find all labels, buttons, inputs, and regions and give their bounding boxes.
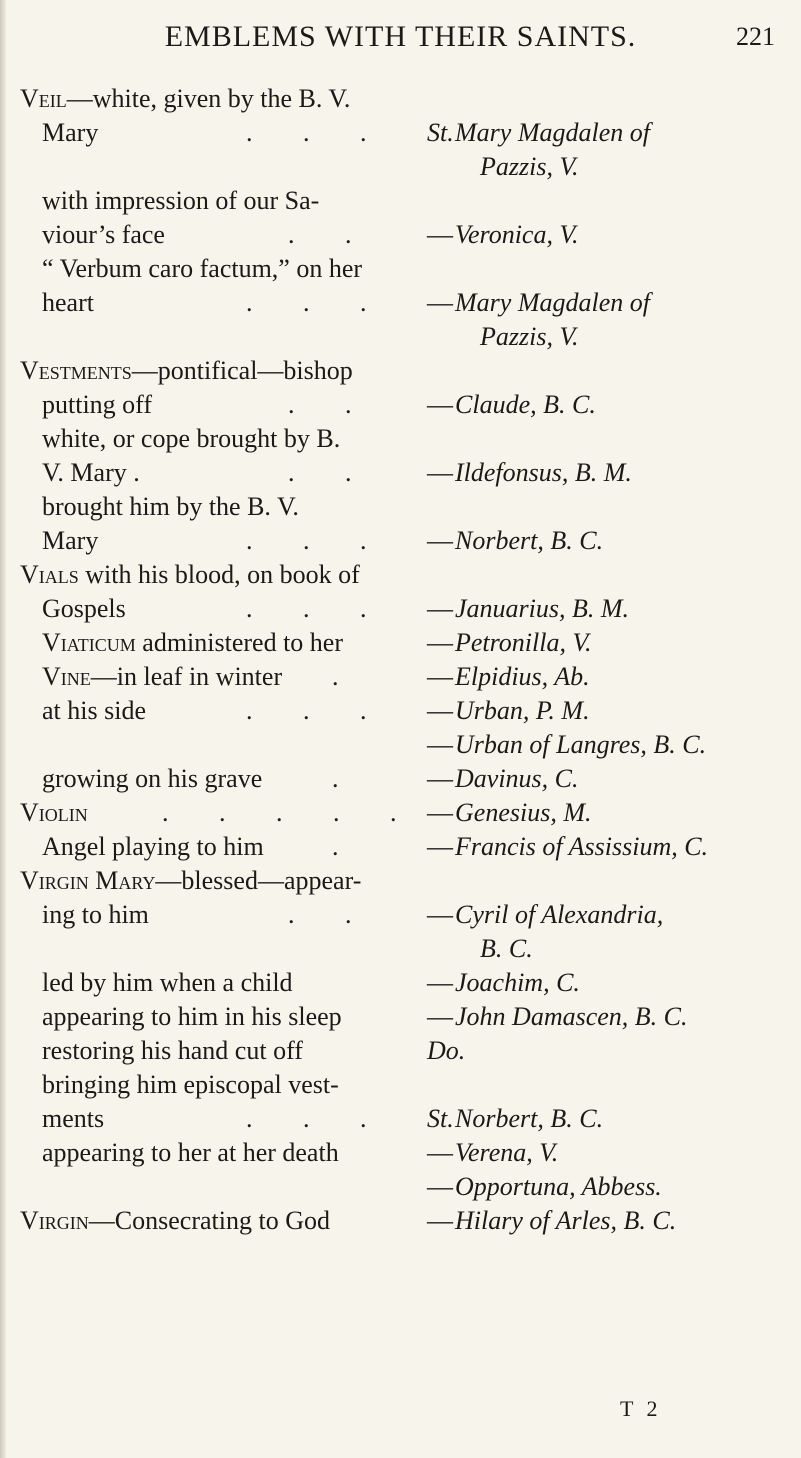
saint-name: Urban of Langres, B. C. <box>455 730 707 759</box>
leader-dots: . . <box>288 390 374 419</box>
entry-emblem-text: ments <box>42 1104 105 1133</box>
entry-row <box>0 694 801 728</box>
saint-name-continued: Pazzis, V. <box>480 152 579 181</box>
saint-prefix: St. <box>427 118 454 147</box>
leader-dots: . . . . . <box>162 798 419 827</box>
leader-dots: . . . <box>246 696 389 725</box>
saint-prefix: Do. <box>427 1036 466 1065</box>
entry-row <box>0 592 801 626</box>
saint-name: Hilary of Arles, B. C. <box>455 1206 677 1235</box>
entry-emblem-text: with impression of our Sa- <box>42 186 320 215</box>
entry-row <box>0 286 801 320</box>
saint-name: Urban, P. M. <box>455 696 590 725</box>
leader-dots: . . <box>288 458 374 487</box>
saint-prefix: — <box>427 832 453 861</box>
entry-row <box>0 184 801 218</box>
entry-row <box>0 728 801 762</box>
entry-emblem-text: Veil—white, given by the B. V. <box>20 84 351 113</box>
entry-row <box>0 864 801 898</box>
saint-name: Genesius, M. <box>455 798 592 827</box>
saint-prefix: — <box>427 900 453 929</box>
entry-emblem-text: Vials with his blood, on book of <box>20 560 360 589</box>
saint-name: Verena, V. <box>455 1138 559 1167</box>
saint-prefix: — <box>427 526 453 555</box>
saint-name: Ildefonsus, B. M. <box>455 458 632 487</box>
entry-emblem-text: Mary <box>42 526 99 555</box>
entry-row <box>0 320 801 354</box>
entry-row <box>0 1102 801 1136</box>
entry-emblem-text: growing on his grave <box>42 764 263 793</box>
entry-row <box>0 354 801 388</box>
leader-dots: . . . <box>246 288 389 317</box>
leader-dots: . <box>332 764 361 793</box>
leader-dots: . . . <box>246 526 389 555</box>
entry-row <box>0 898 801 932</box>
entry-emblem-text: viour’s face <box>42 220 165 249</box>
saint-name-continued: B. C. <box>480 934 533 963</box>
saint-prefix: — <box>427 1002 453 1031</box>
saint-name: John Damascen, B. C. <box>455 1002 688 1031</box>
saint-name: Norbert, B. C. <box>455 1104 604 1133</box>
page-number: 221 <box>736 22 775 51</box>
saint-name: Mary Magdalen of <box>455 288 650 317</box>
entry-row <box>0 1034 801 1068</box>
entry-row <box>0 116 801 150</box>
entry-row <box>0 490 801 524</box>
saint-prefix: — <box>427 1172 453 1201</box>
running-head: EMBLEMS WITH THEIR SAINTS. <box>164 20 637 53</box>
saint-name: Mary Magdalen of <box>455 118 650 147</box>
entry-emblem-text: white, or cope brought by B. <box>42 424 341 453</box>
entry-row <box>0 796 801 830</box>
entry-row <box>0 1204 801 1238</box>
entry-emblem-text: brought him by the B. V. <box>42 492 299 521</box>
entry-emblem-text: Vine—in leaf in winter <box>42 662 283 691</box>
saint-prefix: — <box>427 1206 453 1235</box>
saint-name: Januarius, B. M. <box>455 594 630 623</box>
entry-emblem-text: heart <box>42 288 94 317</box>
entry-row <box>0 422 801 456</box>
entry-emblem-text: putting off <box>42 390 153 419</box>
entry-emblem-text: Violin <box>20 798 88 827</box>
entry-row <box>0 252 801 286</box>
entry-emblem-text: Viaticum administered to her <box>42 628 343 657</box>
entry-emblem-text: led by him when a child <box>42 968 293 997</box>
entry-emblem-text: Virgin Mary—blessed—appear- <box>20 866 362 895</box>
entry-row <box>0 82 801 116</box>
entry-row <box>0 150 801 184</box>
saint-name: Elpidius, Ab. <box>455 662 590 691</box>
entry-emblem-text: V. Mary . <box>42 458 140 487</box>
saint-prefix: — <box>427 628 453 657</box>
saint-prefix: — <box>427 798 453 827</box>
entry-emblem-text: Mary <box>42 118 99 147</box>
entry-row <box>0 524 801 558</box>
entry-row <box>0 558 801 592</box>
saint-name-continued: Pazzis, V. <box>480 322 579 351</box>
signature-mark: T 2 <box>620 1396 662 1421</box>
saint-name: Cyril of Alexandria, <box>455 900 664 929</box>
entry-emblem-text: Gospels <box>42 594 126 623</box>
saint-prefix: — <box>427 594 453 623</box>
saint-name: Claude, B. C. <box>455 390 596 419</box>
saint-name: Norbert, B. C. <box>455 526 604 555</box>
saint-prefix: — <box>427 220 453 249</box>
entry-emblem-text: Virgin—Consecrating to God <box>20 1206 330 1235</box>
saint-name: Veronica, V. <box>455 220 579 249</box>
leader-dots: . <box>332 662 361 691</box>
page-header <box>0 20 801 60</box>
emblem-entries <box>0 82 801 1238</box>
saint-name: Francis of Assissium, C. <box>455 832 709 861</box>
entry-emblem-text: at his side <box>42 696 146 725</box>
saint-prefix: — <box>427 764 453 793</box>
saint-prefix: — <box>427 288 453 317</box>
saint-prefix: St. <box>427 1104 454 1133</box>
saint-prefix: — <box>427 968 453 997</box>
leader-dots: . . <box>288 900 374 929</box>
entry-row <box>0 1170 801 1204</box>
entry-emblem-text: Vestments—pontifical—bishop <box>20 356 353 385</box>
entry-emblem-text: Angel playing to him <box>42 832 264 861</box>
saint-prefix: — <box>427 696 453 725</box>
saint-prefix: — <box>427 662 453 691</box>
saint-prefix: — <box>427 390 453 419</box>
leader-dots: . . <box>288 220 374 249</box>
saint-name: Joachim, C. <box>455 968 580 997</box>
entry-row <box>0 388 801 422</box>
saint-prefix: — <box>427 1138 453 1167</box>
entry-row <box>0 966 801 1000</box>
saint-prefix: — <box>427 458 453 487</box>
entry-emblem-text: restoring his hand cut off <box>42 1036 303 1065</box>
entry-row <box>0 218 801 252</box>
entry-emblem-text: “ Verbum caro factum,” on her <box>42 254 363 283</box>
entry-row <box>0 1068 801 1102</box>
leader-dots: . . . <box>246 594 389 623</box>
leader-dots: . . . <box>246 118 389 147</box>
entry-emblem-text: appearing to her at her death <box>42 1138 339 1167</box>
leader-dots: . . . <box>246 1104 389 1133</box>
entry-row <box>0 660 801 694</box>
entry-emblem-text: bringing him episcopal vest- <box>42 1070 339 1099</box>
saint-name: Davinus, C. <box>455 764 579 793</box>
saint-name: Petronilla, V. <box>455 628 592 657</box>
entry-row <box>0 626 801 660</box>
entry-row <box>0 1136 801 1170</box>
leader-dots: . <box>332 832 361 861</box>
entry-row <box>0 456 801 490</box>
saint-name: Opportuna, Abbess. <box>455 1172 662 1201</box>
entry-row <box>0 1000 801 1034</box>
entry-row <box>0 762 801 796</box>
entry-row <box>0 830 801 864</box>
entry-emblem-text: ing to him <box>42 900 149 929</box>
entry-emblem-text: appearing to him in his sleep <box>42 1002 342 1031</box>
saint-prefix: — <box>427 730 453 759</box>
entry-row <box>0 932 801 966</box>
